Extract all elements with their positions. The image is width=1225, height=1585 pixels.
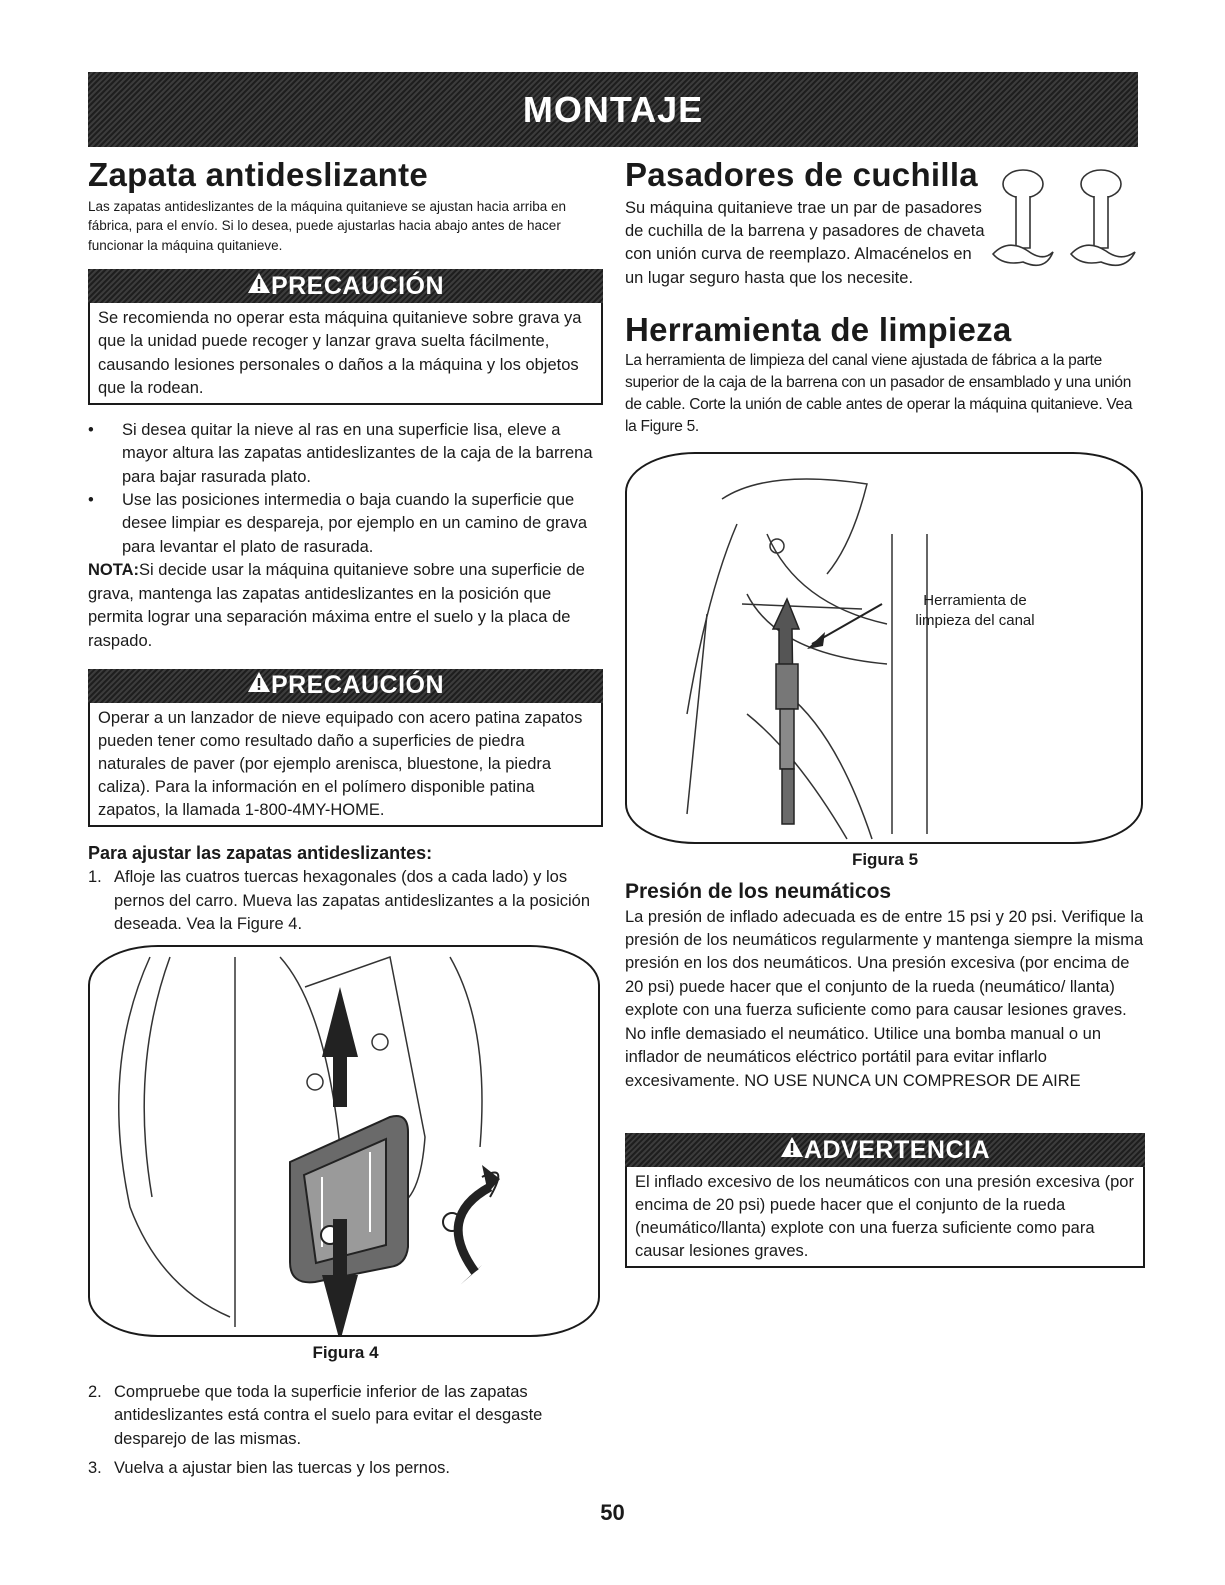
adjust-steps-a bbox=[88, 866, 603, 936]
tire-pressure-text: La presión de inflado adecuada es de entre 15 psi y 20 psi. Verifique la presión de los neumáticos regularmente y mantenga siempre la misma presión en los dos neumáticos. Una presión excesiva (por encima de 20 psi) puede hacer que el conjunto de la rueda (neumático/ llanta) explote con una fuerza suficiente como para causar lesiones graves. No infle demasiado el neumático. Utilice una bomba manual o un inflador de neumáticos eléctrico portátil para evitar inflarlo excesivamente. NO USE NUNCA UN COMPRESOR DE AIRE bbox=[625, 907, 1144, 1090]
shear-pin-icon bbox=[983, 166, 1143, 276]
warning-header bbox=[625, 1133, 1145, 1167]
page-number: 50 bbox=[600, 1500, 625, 1525]
caution-text: Operar a un lanzador de nieve equipado con acero patina zapatos pueden tener como resultado daño a superficies de piedra naturales de paver (por ejemplo arenisca, bluestone, la piedra caliza). Para la información en el polímero disponible patina zapatos, la llamada 1-800-4MY-HOME. bbox=[98, 708, 583, 820]
figure-5-caption: Figura 5 bbox=[851, 849, 919, 869]
skid-shoe-heading: Zapata antideslizante bbox=[88, 156, 429, 193]
left-column bbox=[88, 158, 603, 1480]
figure-4-illustration bbox=[88, 945, 600, 1337]
caution-box-paver bbox=[88, 669, 603, 827]
note-label: NOTA: bbox=[88, 561, 140, 580]
clean-out-tool-callout: Herramienta de limpieza del canal bbox=[915, 591, 1035, 629]
caution-title: PRECAUCIÓN bbox=[270, 271, 445, 300]
figure-5-illustration bbox=[625, 452, 1143, 844]
warning-triangle-icon bbox=[780, 1136, 804, 1165]
caution-text: Se recomienda no operar esta máquina quitanieve sobre grava ya que la unidad puede recoger y lanzar grava suelta fácilmente, causando lesiones personales o daños a la máquina y los objetos que la rodean. bbox=[98, 309, 582, 397]
clean-out-tool-drawing bbox=[627, 454, 1143, 844]
warning-title: ADVERTENCIA bbox=[803, 1135, 991, 1164]
clean-out-tool-text: La herramienta de limpieza del canal viene ajustada de fábrica a la parte superior de la caja de la barrena con un pasador de ensamblado y una unión de cable. Corte la unión de cable antes de operar la máquina quitanieve. Vea la Figure 5. bbox=[625, 351, 1133, 435]
caution-header bbox=[88, 669, 603, 703]
list-item: 1. Afloje las cuatros tuercas hexagonales (dos a cada lado) y los pernos del carro. Mueva las zapatas antideslizantes a la posición deseada. Vea la Figure 4. bbox=[88, 868, 591, 934]
adjust-steps-b bbox=[88, 1381, 603, 1481]
warning-text: El inflado excesivo de los neumáticos con una presión excesiva (por encima de 20 psi) puede hacer que el conjunto de la rueda (neumático/llanta) explote con una fuerza suficiente como para causar lesiones graves. bbox=[635, 1173, 1134, 1261]
skid-bullet-list bbox=[88, 419, 603, 560]
shear-pins-section bbox=[625, 158, 1145, 293]
skid-shoe-drawing bbox=[90, 947, 600, 1337]
section-title: MONTAJE bbox=[522, 88, 704, 130]
warning-box-tire bbox=[625, 1133, 1145, 1268]
warning-triangle-icon bbox=[247, 671, 271, 700]
caution-header bbox=[88, 269, 603, 303]
caution-box-gravel bbox=[88, 269, 603, 404]
adjust-heading: Para ajustar las zapatas antideslizantes: bbox=[88, 843, 433, 864]
right-column bbox=[625, 158, 1145, 1268]
figure-4-caption: Figura 4 bbox=[312, 1342, 379, 1362]
list-item: 3. Vuelva a ajustar bien las tuercas y los pernos. bbox=[88, 1458, 450, 1477]
note-text: Si decide usar la máquina quitanieve sobre una superficie de grava, mantenga las zapatas antideslizantes en la posición que permita lograr una separación máxima entre el suelo y la placa de raspado. bbox=[88, 561, 585, 650]
skid-shoe-intro: Las zapatas antideslizantes de la máquina quitanieve se ajustan hacia arriba en fábrica, para el envío. Si lo desea, puede ajustarlas hacia abajo antes de hacer funcionar la máquina quitanieve. bbox=[88, 198, 567, 253]
caution-title: PRECAUCIÓN bbox=[270, 671, 445, 700]
warning-triangle-icon bbox=[247, 272, 271, 301]
list-item: • Si desea quitar la nieve al ras en una superficie lisa, eleve a mayor altura las zapatas antideslizantes de la caja de la barrena para bajar rasurada plato. bbox=[88, 419, 603, 489]
section-banner bbox=[88, 72, 1138, 147]
tire-pressure-heading: Presión de los neumáticos bbox=[625, 879, 892, 903]
list-item: • Use las posiciones intermedia o baja cuando la superficie que desee limpiar es despareja, por ejemplo en un camino de grava para levantar el plato de rasurada. bbox=[88, 489, 603, 559]
clean-out-tool-heading: Herramienta de limpieza bbox=[625, 311, 1012, 348]
shear-pins-heading: Pasadores de cuchilla bbox=[625, 156, 978, 193]
shear-pins-text: Su máquina quitanieve trae un par de pasadores de cuchilla de la barrena y pasadores de chaveta con unión curva de reemplazo. Almacénelos en un lugar seguro hasta que los necesite. bbox=[625, 198, 985, 287]
list-item: 2. Compruebe que toda la superficie inferior de las zapatas antideslizantes está contra el suelo para evitar el desgaste desparejo de las mismas. bbox=[88, 1382, 543, 1448]
skid-note bbox=[88, 559, 603, 653]
